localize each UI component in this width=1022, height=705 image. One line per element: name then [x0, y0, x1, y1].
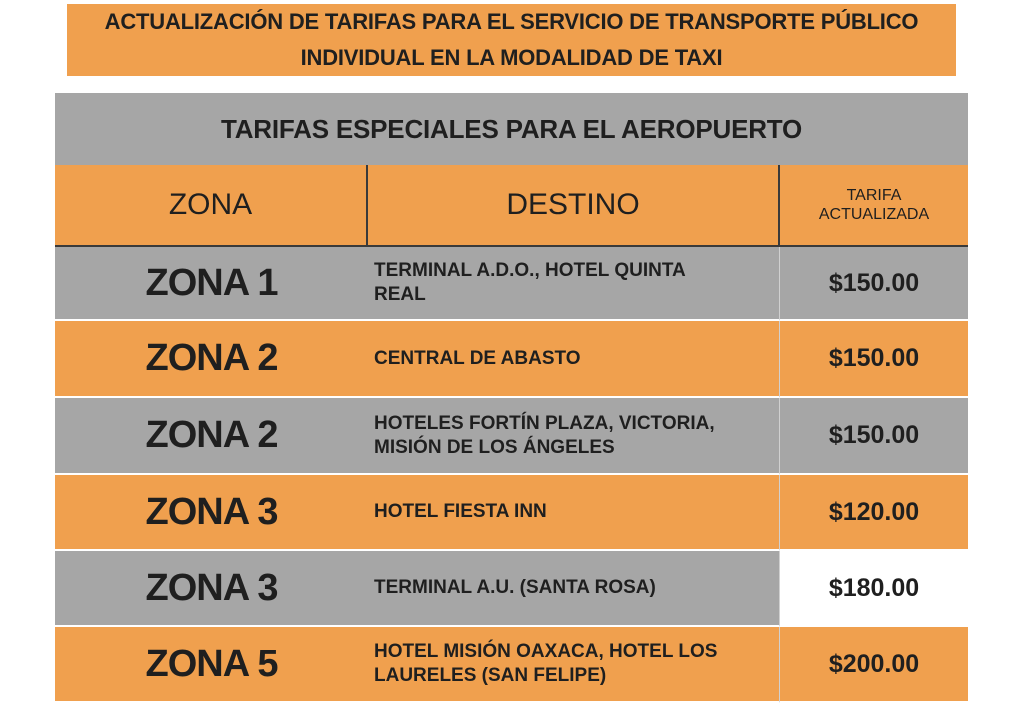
title-line-2: INDIVIDUAL EN LA MODALIDAD DE TAXI [300, 45, 723, 70]
destino-line-2: REAL [374, 284, 426, 305]
zona-label: ZONA 2 [145, 337, 278, 379]
tarifa-value: $150.00 [828, 268, 920, 297]
destino-label [374, 576, 656, 600]
header-zona: ZONA [55, 165, 368, 247]
table-row [55, 398, 968, 475]
destino-line-1: HOTEL MISIÓN OAXACA, HOTEL LOS [374, 641, 718, 662]
destino-label [374, 640, 717, 688]
tarifas-table [55, 93, 968, 703]
tarifa-value: $150.00 [828, 344, 920, 372]
destino-label [374, 347, 581, 371]
tarifa-value: $120.00 [828, 497, 920, 526]
destino-label [374, 412, 715, 460]
destino-label [374, 500, 547, 524]
table-row [55, 551, 968, 627]
tarifa-value: $200.00 [828, 649, 920, 678]
destino-line-1: TERMINAL A.U. (SANTA ROSA) [374, 577, 656, 598]
destino-line-2: LAURELES (SAN FELIPE) [374, 665, 607, 686]
tarifa-value: $150.00 [828, 421, 920, 449]
header-tarifa-line2: ACTUALIZADA [818, 206, 930, 223]
zona-label: ZONA 2 [145, 414, 278, 456]
destino-line-1: CENTRAL DE ABASTO [374, 347, 581, 369]
destino-line-1: TERMINAL A.D.O., HOTEL QUINTA [374, 260, 686, 281]
zona-label: ZONA 3 [145, 566, 278, 609]
header-tarifa-line1: TARIFA [846, 187, 902, 204]
header-tarifa [780, 165, 968, 247]
table-row [55, 247, 968, 321]
table-row [55, 475, 968, 551]
table-header-row [55, 165, 968, 247]
table-title: TARIFAS ESPECIALES PARA EL AEROPUERTO [55, 93, 968, 165]
tarifa-value: $180.00 [828, 573, 920, 602]
destino-line-2: MISIÓN DE LOS ÁNGELES [374, 436, 615, 458]
table-row [55, 627, 968, 703]
destino-line-1: HOTEL FIESTA INN [374, 501, 547, 522]
zona-label: ZONA 1 [145, 261, 278, 304]
title-line-1: ACTUALIZACIÓN DE TARIFAS PARA EL SERVICIO DE TRANSPORTE PÚBLICO [104, 9, 919, 34]
page-title-banner [67, 4, 956, 76]
zona-label: ZONA 5 [145, 642, 278, 685]
zona-label: ZONA 3 [145, 490, 278, 533]
destino-label [374, 259, 686, 307]
table-row [55, 321, 968, 398]
destino-line-1: HOTELES FORTÍN PLAZA, VICTORIA, [374, 412, 715, 434]
header-destino: DESTINO [368, 165, 780, 247]
